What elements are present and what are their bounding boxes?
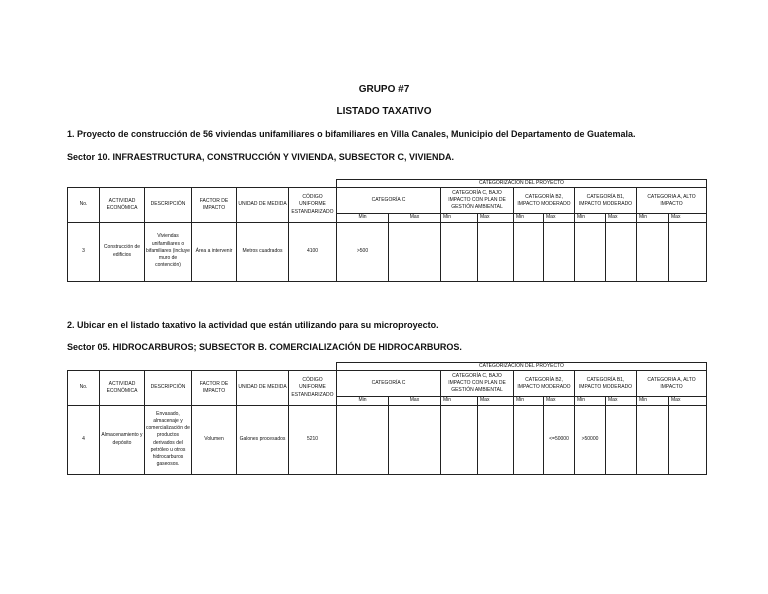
header-factor: FACTOR DE IMPACTO — [192, 188, 237, 222]
taxonomy-table-1 — [67, 179, 707, 282]
cell-descripcion: Viviendas unifamiliares o bifamiliares (incluye muro de contención) — [145, 222, 192, 281]
cell-codigo: 5210 — [289, 405, 337, 474]
cell-a-min — [637, 222, 669, 281]
header-unidad: UNIDAD DE MEDIDA — [237, 371, 289, 405]
taxonomy-table-2 — [67, 362, 707, 475]
cell-factor: Área a intervenir — [192, 222, 237, 281]
header-min: Min — [337, 214, 389, 222]
header-actividad: ACTIVIDAD ECONÓMICA — [100, 188, 145, 222]
header-descripcion: DESCRIPCIÓN — [145, 371, 192, 405]
section2-sector: Sector 05. HIDROCARBUROS; SUBSECTOR B. COMERCIALIZACIÓN DE HIDROCARBUROS. — [67, 342, 462, 352]
header-cat-b2: CATEGORÍA B2, IMPACTO MODERADO — [514, 188, 575, 214]
header-max: Max — [669, 397, 707, 405]
header-min: Min — [514, 397, 544, 405]
cell-c-min — [337, 405, 389, 474]
cell-cbajo-min — [441, 222, 478, 281]
header-max: Max — [606, 397, 637, 405]
section1-heading: 1. Proyecto de construcción de 56 viviendas unifamiliares o bifamiliares en Villa Canales, Municipio del Departamento de Guatemala. — [67, 129, 636, 139]
table-row — [68, 222, 707, 281]
header-min: Min — [514, 214, 544, 222]
cell-b1-min — [575, 222, 606, 281]
table-row — [68, 405, 707, 474]
cell-factor: Volumen — [192, 405, 237, 474]
cell-b2-max: <=50000 — [544, 405, 575, 474]
header-max: Max — [669, 214, 707, 222]
section1-sector: Sector 10. INFRAESTRUCTURA, CONSTRUCCIÓN Y VIVIENDA, SUBSECTOR C, VIVIENDA. — [67, 152, 455, 162]
cell-b2-min — [514, 222, 544, 281]
cell-b1-max — [606, 222, 637, 281]
cell-codigo: 4100 — [289, 222, 337, 281]
header-min: Min — [441, 214, 478, 222]
cell-cbajo-min — [441, 405, 478, 474]
header-no: No. — [68, 188, 100, 222]
header-cat-a: CATEGORIA A, ALTO IMPACTO — [637, 188, 707, 214]
categorization-header: CATEGORIZACIÓN DEL PROYECTO — [337, 180, 707, 188]
header-cat-c: CATEGORÍA C — [337, 371, 441, 397]
cell-b2-max — [544, 222, 575, 281]
cell-c-max — [389, 222, 441, 281]
header-cat-c: CATEGORÍA C — [337, 188, 441, 214]
cell-descripcion: Envasado, almacenaje y comercialización de productos derivados del petróleo u otros hidrocarburos gaseosos. — [145, 405, 192, 474]
cell-cbajo-max — [478, 222, 514, 281]
header-min: Min — [337, 397, 389, 405]
list-title: LISTADO TAXATIVO — [336, 106, 432, 117]
cell-b1-max — [606, 405, 637, 474]
header-max: Max — [544, 214, 575, 222]
header-max: Max — [544, 397, 575, 405]
header-cat-b1: CATEGORÍA B1, IMPACTO MODERADO — [575, 188, 637, 214]
header-codigo: CÓDIGO UNIFORME ESTANDARIZADO — [289, 371, 337, 405]
cell-a-max — [669, 405, 707, 474]
header-cat-b1: CATEGORÍA B1, IMPACTO MODERADO — [575, 371, 637, 397]
cell-a-min — [637, 405, 669, 474]
cell-unidad: Metros cuadrados — [237, 222, 289, 281]
header-min: Min — [575, 214, 606, 222]
header-actividad: ACTIVIDAD ECONÓMICA — [100, 371, 145, 405]
header-descripcion: DESCRIPCIÓN — [145, 188, 192, 222]
header-cat-c-bajo: CATEGORÍA C, BAJO IMPACTO CON PLAN DE GESTIÓN AMBIENTAL — [441, 371, 514, 397]
cell-a-max — [669, 222, 707, 281]
header-factor: FACTOR DE IMPACTO — [192, 371, 237, 405]
header-max: Max — [478, 397, 514, 405]
header-max: Max — [606, 214, 637, 222]
cell-c-max — [389, 405, 441, 474]
header-codigo: CÓDIGO UNIFORME ESTANDARIZADO — [289, 188, 337, 222]
header-min: Min — [575, 397, 606, 405]
cell-cbajo-max — [478, 405, 514, 474]
header-min: Min — [441, 397, 478, 405]
cell-unidad: Galones procesados — [237, 405, 289, 474]
cell-no: 3 — [68, 222, 100, 281]
header-cat-b2: CATEGORÍA B2, IMPACTO MODERADO — [514, 371, 575, 397]
header-no: No. — [68, 371, 100, 405]
cell-actividad: Construcción de edificios — [100, 222, 145, 281]
header-max: Max — [478, 214, 514, 222]
header-cat-a: CATEGORIA A, ALTO IMPACTO — [637, 371, 707, 397]
header-max: Max — [389, 397, 441, 405]
categorization-header: CATEGORIZACIÓN DEL PROYECTO — [337, 363, 707, 371]
cell-b2-min — [514, 405, 544, 474]
header-cat-c-bajo: CATEGORÍA C, BAJO IMPACTO CON PLAN DE GESTIÓN AMBIENTAL — [441, 188, 514, 214]
header-min: Min — [637, 214, 669, 222]
cell-actividad: Almacenamiento y depósito — [100, 405, 145, 474]
cell-c-min: >500 — [337, 222, 389, 281]
header-unidad: UNIDAD DE MEDIDA — [237, 188, 289, 222]
cell-no: 4 — [68, 405, 100, 474]
group-title: GRUPO #7 — [358, 84, 410, 95]
cell-b1-min: >50000 — [575, 405, 606, 474]
header-min: Min — [637, 397, 669, 405]
section2-heading: 2. Ubicar en el listado taxativo la actividad que están utilizando para su microproyecto. — [67, 320, 439, 330]
header-max: Max — [389, 214, 441, 222]
